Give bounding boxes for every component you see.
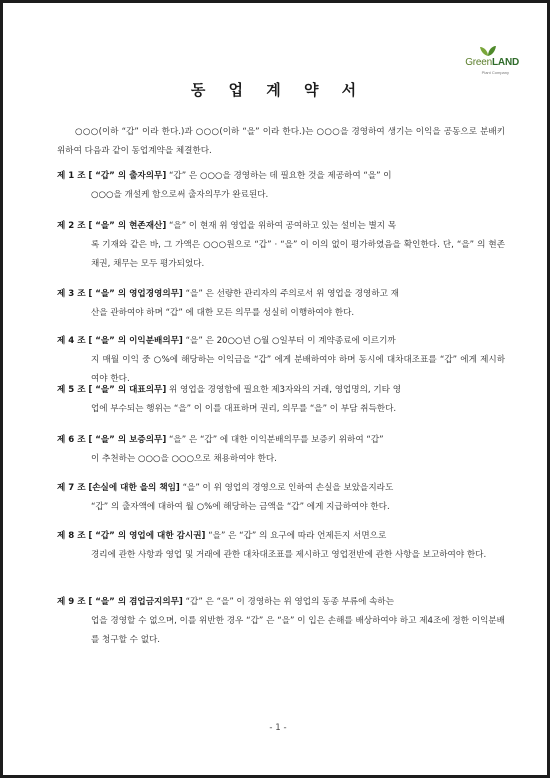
article-first-line [57,527,505,546]
article-text: “을” 은 20○○년 ○월 ○일부터 이 계약종료에 이르기까 [185,336,396,346]
article-5 [57,381,505,419]
article-heading: [ “을” 의 영업경영의무] [88,289,183,299]
article-first-line [57,381,505,400]
article-8 [57,527,505,565]
article-heading: [ “을” 의 이익분배의무] [88,336,183,346]
article-first-line [57,593,505,612]
article-number: 제 4 조 [57,336,86,346]
article-6 [57,431,505,469]
article-3 [57,285,505,323]
company-logo [429,45,519,79]
article-heading: [ “을” 의 겸업금지의무] [88,597,183,607]
article-number: 제 7 조 [57,483,86,493]
article-heading: [ “을” 의 대표의무] [88,385,167,395]
article-text: 위 영업을 경영함에 필요한 제3자와의 거래, 영업명의, 기타 영 [168,385,402,395]
article-7 [57,479,505,517]
article-first-line [57,332,505,351]
article-continuation: 록 기재와 같은 바, 그 가액은 ○○○원으로 “갑” · “을” 이 이의 없이 평가하였음을 확인한다. 단, “을” 의 현존 채권, 채무는 모두 평가되었다. [91,240,505,269]
article-number: 제 1 조 [57,171,86,181]
logo-wordmark [465,57,519,68]
article-text: “을” 이 위 영업의 경영으로 인하여 손실을 보았을지라도 [182,483,394,493]
article-first-line [57,217,505,236]
article-heading: [ “갑” 의 영업에 대한 감시권] [88,531,206,541]
article-continuation: 산을 관하여야 하며 “갑” 에 대한 모든 의무를 성실히 이행하여야 한다. [91,308,355,318]
article-number: 제 6 조 [57,435,86,445]
article-text: “갑” 은 “을” 이 경영하는 위 영업의 동종 부류에 속하는 [185,597,395,607]
logo-text-land: LAND [492,57,519,68]
article-continuation: 이 추천하는 ○○○을 ○○○으로 채용하여야 한다. [91,454,277,464]
document-title: 동 업 계 약 서 [190,81,366,99]
article-2 [57,217,505,274]
logo-text-green: Green [465,57,493,68]
article-first-line [57,431,505,450]
article-first-line [57,479,505,498]
article-text: “갑” 은 ○○○을 경영하는 데 필요한 것을 제공하여 “을” 이 [168,171,392,181]
article-continuation: 업에 부수되는 행위는 “을” 이 이를 대표하며 권리, 의무를 “을” 이 부담 취득한다. [91,404,397,414]
article-number: 제 3 조 [57,289,86,299]
leaf-icon [479,45,497,57]
article-number: 제 8 조 [57,531,86,541]
article-number: 제 9 조 [57,597,86,607]
logo-subtext: Plant Company [481,70,509,75]
article-heading: [ “을” 의 보증의무] [88,435,167,445]
article-continuation: “갑” 의 출자액에 대하여 월 ○%에 해당하는 금액을 “갑” 에게 지급하여야 한다. [91,502,390,512]
article-continuation: ○○○을 개설케 함으로써 출자의무가 완료된다. [91,190,269,200]
article-text: “을” 은 “갑” 에 대한 이익분배의무를 보증키 위하여 “갑” [168,435,384,445]
article-heading: [ “갑” 의 출자의무] [88,171,167,181]
article-continuation: 업을 경영할 수 없으며, 이를 위반한 경우 “갑” 은 “을” 이 입은 손해를 배상하여야 하고 제4조에 정한 이익분배를 청구할 수 없다. [91,616,505,645]
article-1 [57,167,505,205]
article-heading: [손실에 대한 을의 책임] [88,483,180,493]
article-text: “을” 은 선량한 관리자의 주의로서 위 영업을 경영하고 재 [185,289,399,299]
article-9 [57,593,505,650]
article-continuation: 경리에 관한 사항과 영업 및 거래에 관한 대차대조표를 제시하고 영업전반에 관한 사항을 보고하여야 한다. [91,550,487,560]
page-number: - 1 - [269,723,287,733]
article-number: 제 5 조 [57,385,86,395]
article-text: “을” 이 현재 위 영업을 위하여 공여하고 있는 설비는 별지 목 [168,221,397,231]
article-continuation: 지 매월 이익 중 ○%에 해당하는 이익금을 “갑” 에게 분배하여야 하며 동시에 대차대조표를 “갑” 에게 제시하여야 한다. [91,355,505,384]
article-heading: [ “을” 의 현존재산] [88,221,167,231]
article-first-line [57,285,505,304]
article-number: 제 2 조 [57,221,86,231]
preamble: ○○○(이하 “갑” 이라 한다.)과 ○○○(이하 “을” 이라 한다.)는 ○○○을 경영하여 생기는 이익을 공동으로 분배키 위하여 다음과 같이 동업계약을 체결한다. [57,127,505,156]
article-first-line [57,167,505,186]
article-text: “을” 은 “갑” 의 요구에 따라 언제든지 서면으로 [208,531,387,541]
